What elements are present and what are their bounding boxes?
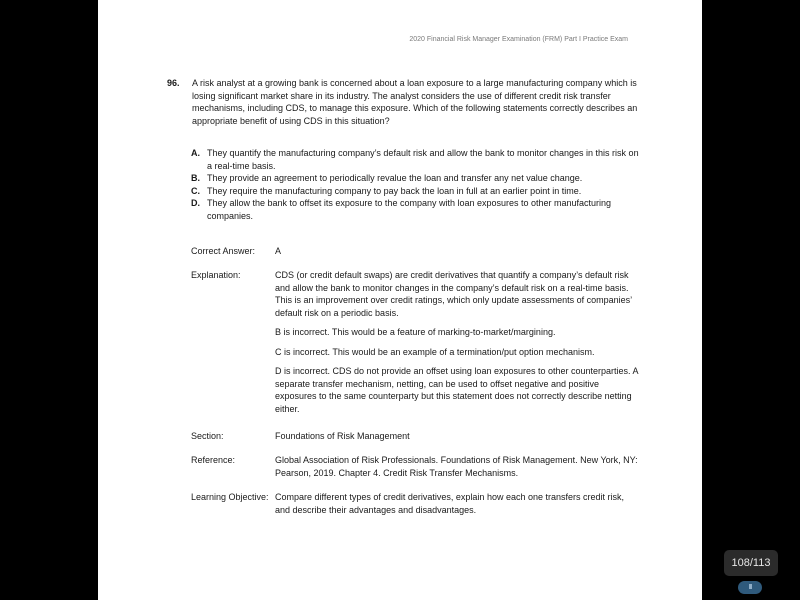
option-text: They provide an agreement to periodically revalue the loan and transfer any net value change. [207, 173, 583, 183]
option-d [191, 197, 641, 222]
option-letter: C. [191, 185, 200, 196]
section-label: Section: [191, 431, 224, 441]
question-text: A risk analyst at a growing bank is concerned about a loan exposure to a large manufacturing company which is losing significant market share in its industry. The analyst considers the use of different credit risk transfer mechanisms, including CDS, to manage this exposure. Which of the following statements correctly describes an appropriate benefit of using CDS in this situation? [192, 78, 638, 126]
learning-objective-label: Learning Objective: [191, 492, 269, 502]
option-text: They allow the bank to offset its exposure to the company with loan exposures to other manufacturing companies. [207, 198, 612, 221]
reference-label: Reference: [191, 455, 236, 465]
option-b [191, 172, 641, 185]
explanation-paragraph: CDS (or credit default swaps) are credit derivatives that quantify a company’s default risk and allow the bank to monitor changes in the company’s default risk on a real-time basis. This is an improvement over credit ratings, which only update assessments of companies’ default risk on a periodic basis. [275, 270, 632, 318]
page-scrubber-icon[interactable]: III [738, 581, 762, 594]
explanation-body [275, 269, 641, 415]
option-c [191, 185, 641, 198]
page-indicator: 108/113 [724, 550, 778, 576]
explanation-paragraph: D is incorrect. CDS do not provide an offset using loan exposures to other counterparties. A separate transfer mechanism, netting, can be used to offset negative and positive exposures to the same counterparty but this statement does not correctly describe netting either. [275, 366, 639, 414]
answer-options [191, 147, 641, 222]
explanation-label: Explanation: [191, 270, 241, 280]
option-text: They quantify the manufacturing company’s default risk and allow the bank to monitor changes in this risk on a real-time basis. [207, 148, 639, 171]
document-page [98, 0, 702, 600]
correct-answer-row [191, 245, 641, 258]
question-block [167, 77, 638, 127]
option-text: They require the manufacturing company to pay back the loan in full at an earlier point in time. [207, 185, 582, 196]
explanation-row [191, 269, 641, 422]
section-value: Foundations of Risk Management [275, 431, 410, 441]
option-letter: B. [191, 173, 200, 183]
correct-answer-label: Correct Answer: [191, 246, 256, 256]
correct-answer-value: A [275, 246, 282, 256]
option-letter: D. [191, 198, 200, 208]
option-letter: A. [191, 148, 200, 158]
learning-objective-row [191, 491, 641, 516]
question-number: 96. [167, 78, 180, 88]
option-a [191, 147, 641, 172]
section-row [191, 430, 641, 443]
reference-value: Global Association of Risk Professionals. Foundations of Risk Management. New York, NY: Pearson, 2019. Chapter 4. Credit Risk Transfer Mechanisms. [275, 455, 638, 478]
explanation-paragraph: C is incorrect. This would be an example of a termination/put option mechanism. [275, 346, 595, 357]
running-header: 2020 Financial Risk Manager Examination (FRM) Part I Practice Exam [409, 36, 628, 43]
reference-row [191, 454, 641, 479]
explanation-paragraph: B is incorrect. This would be a feature of marking-to-market/margining. [275, 327, 556, 337]
learning-objective-value: Compare different types of credit derivatives, explain how each one transfers credit risk, and describe their advantages and disadvantages. [275, 492, 625, 515]
